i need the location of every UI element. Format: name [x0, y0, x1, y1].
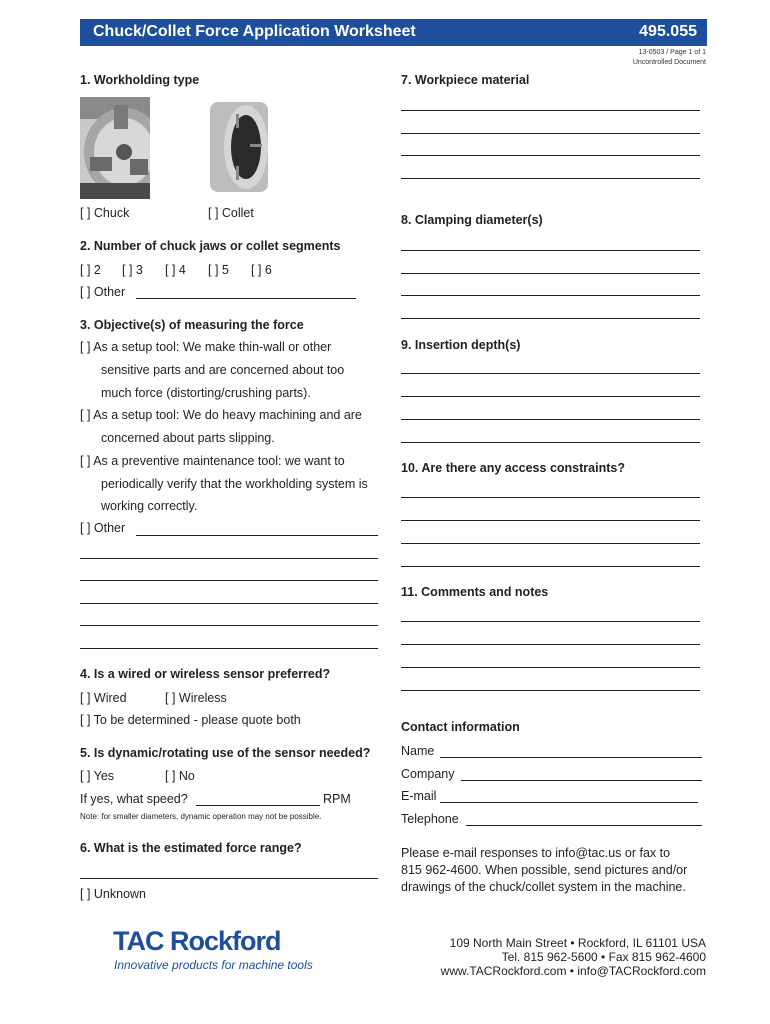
document-number: 495.055	[639, 23, 697, 40]
objective-line-2[interactable]	[80, 580, 378, 581]
option-collet[interactable]: [ ] Collet	[208, 206, 254, 220]
company-label: Company	[401, 767, 455, 781]
collet-photo	[206, 100, 271, 195]
section-2-heading: 2. Number of chuck jaws or collet segments	[80, 239, 341, 253]
objective-other-line[interactable]	[136, 535, 378, 536]
name-field[interactable]	[440, 757, 702, 758]
objective-line-4[interactable]	[80, 625, 378, 626]
objective-line-3[interactable]	[80, 603, 378, 604]
section-3-heading: 3. Objective(s) of measuring the force	[80, 318, 304, 332]
option-unknown[interactable]: [ ] Unknown	[80, 887, 147, 901]
option-other-jaws[interactable]: [ ] Other	[80, 285, 126, 299]
constraint-line-3[interactable]	[401, 543, 700, 544]
objective-preventive-line2: periodically verify that the workholding system is	[101, 477, 368, 491]
page-info: 13-0503 / Page 1 of 1	[638, 49, 706, 56]
section-6-heading: 6. What is the estimated force range?	[80, 841, 302, 855]
section-1-heading: 1. Workholding type	[80, 73, 200, 87]
option-wired[interactable]: [ ] Wired	[80, 691, 127, 705]
constraint-line-2[interactable]	[401, 520, 700, 521]
chuck-photo	[80, 97, 150, 199]
material-line-4[interactable]	[401, 178, 700, 179]
header-bar	[80, 19, 707, 46]
objective-heavy-machining-line2: concerned about parts slipping.	[101, 431, 275, 445]
comment-line-2[interactable]	[401, 644, 700, 645]
objective-heavy-machining[interactable]: [ ] As a setup tool: We do heavy machining and are	[80, 408, 362, 422]
option-3-jaws[interactable]: [ ] 3	[122, 263, 143, 277]
constraint-line-4[interactable]	[401, 566, 700, 567]
other-jaws-line[interactable]	[136, 298, 356, 299]
section-5-heading: 5. Is dynamic/rotating use of the sensor needed?	[80, 746, 371, 760]
name-label: Name	[401, 744, 435, 758]
telephone-label: Telephone	[401, 812, 459, 826]
diameter-line-3[interactable]	[401, 295, 700, 296]
contact-instructions-line3: drawings of the chuck/collet system in the machine.	[401, 880, 686, 894]
company-field[interactable]	[461, 780, 702, 781]
comment-line-3[interactable]	[401, 667, 700, 668]
depth-line-4[interactable]	[401, 442, 700, 443]
address-line: 109 North Main Street • Rockford, IL 61101 USA	[449, 936, 706, 950]
option-5-jaws[interactable]: [ ] 5	[208, 263, 229, 277]
contact-instructions	[401, 845, 687, 896]
diameter-line-1[interactable]	[401, 250, 700, 251]
dynamic-note: Note: for smaller diameters, dynamic operation may not be possible.	[80, 812, 322, 821]
material-line-1[interactable]	[401, 110, 700, 111]
document-meta	[633, 48, 706, 68]
option-no[interactable]: [ ] No	[165, 769, 195, 783]
constraint-line-1[interactable]	[401, 497, 700, 498]
web-email-line: www.TACRockford.com • info@TACRockford.com	[440, 964, 706, 978]
option-tbd[interactable]: [ ] To be determined - please quote both	[80, 713, 301, 727]
speed-label: If yes, what speed?	[80, 792, 188, 806]
objective-line-5[interactable]	[80, 648, 378, 649]
telephone-field[interactable]	[466, 825, 702, 826]
contact-instructions-line1: Please e-mail responses to info@tac.us or fax to	[401, 846, 671, 860]
option-yes[interactable]: [ ] Yes	[80, 769, 115, 783]
speed-unit: RPM	[323, 792, 351, 806]
depth-line-1[interactable]	[401, 373, 700, 374]
depth-line-2[interactable]	[401, 396, 700, 397]
force-range-line[interactable]	[80, 878, 378, 879]
material-line-2[interactable]	[401, 133, 700, 134]
option-4-jaws[interactable]: [ ] 4	[165, 263, 186, 277]
page-title: Chuck/Collet Force Application Worksheet	[93, 23, 416, 40]
section-11-heading: 11. Comments and notes	[401, 585, 549, 599]
objective-preventive-line3: working correctly.	[101, 499, 198, 513]
diameter-line-4[interactable]	[401, 318, 700, 319]
comment-line-1[interactable]	[401, 621, 700, 622]
section-9-heading: 9. Insertion depth(s)	[401, 338, 521, 352]
objective-thin-wall-line3: much force (distorting/crushing parts).	[101, 386, 311, 400]
section-7-heading: 7. Workpiece material	[401, 73, 530, 87]
depth-line-3[interactable]	[401, 419, 700, 420]
option-chuck[interactable]: [ ] Chuck	[80, 206, 130, 220]
speed-input-line[interactable]	[196, 805, 320, 806]
phone-fax-line: Tel. 815 962-5600 • Fax 815 962-4600	[501, 950, 706, 964]
contact-heading: Contact information	[401, 720, 520, 734]
objective-thin-wall[interactable]: [ ] As a setup tool: We make thin-wall or other	[80, 340, 332, 354]
section-10-heading: 10. Are there any access constraints?	[401, 461, 625, 475]
comment-line-4[interactable]	[401, 690, 700, 691]
email-field[interactable]	[440, 802, 698, 803]
control-status: Uncontrolled Document	[632, 59, 706, 66]
company-logo: TAC Rockford	[113, 926, 281, 956]
objective-other[interactable]: [ ] Other	[80, 521, 126, 535]
objective-preventive[interactable]: [ ] As a preventive maintenance tool: we want to	[80, 454, 345, 468]
company-tagline: Innovative products for machine tools	[114, 958, 313, 972]
objective-line-1[interactable]	[80, 558, 378, 559]
objective-thin-wall-line2: sensitive parts and are concerned about too	[101, 363, 345, 377]
contact-instructions-line2: 815 962-4600. When possible, send pictures and/or	[401, 863, 688, 877]
diameter-line-2[interactable]	[401, 273, 700, 274]
option-6-jaws[interactable]: [ ] 6	[251, 263, 272, 277]
material-line-3[interactable]	[401, 155, 700, 156]
option-wireless[interactable]: [ ] Wireless	[165, 691, 227, 705]
section-4-heading: 4. Is a wired or wireless sensor preferred?	[80, 667, 331, 681]
option-2-jaws[interactable]: [ ] 2	[80, 263, 101, 277]
email-label: E-mail	[401, 789, 437, 803]
section-8-heading: 8. Clamping diameter(s)	[401, 213, 543, 227]
